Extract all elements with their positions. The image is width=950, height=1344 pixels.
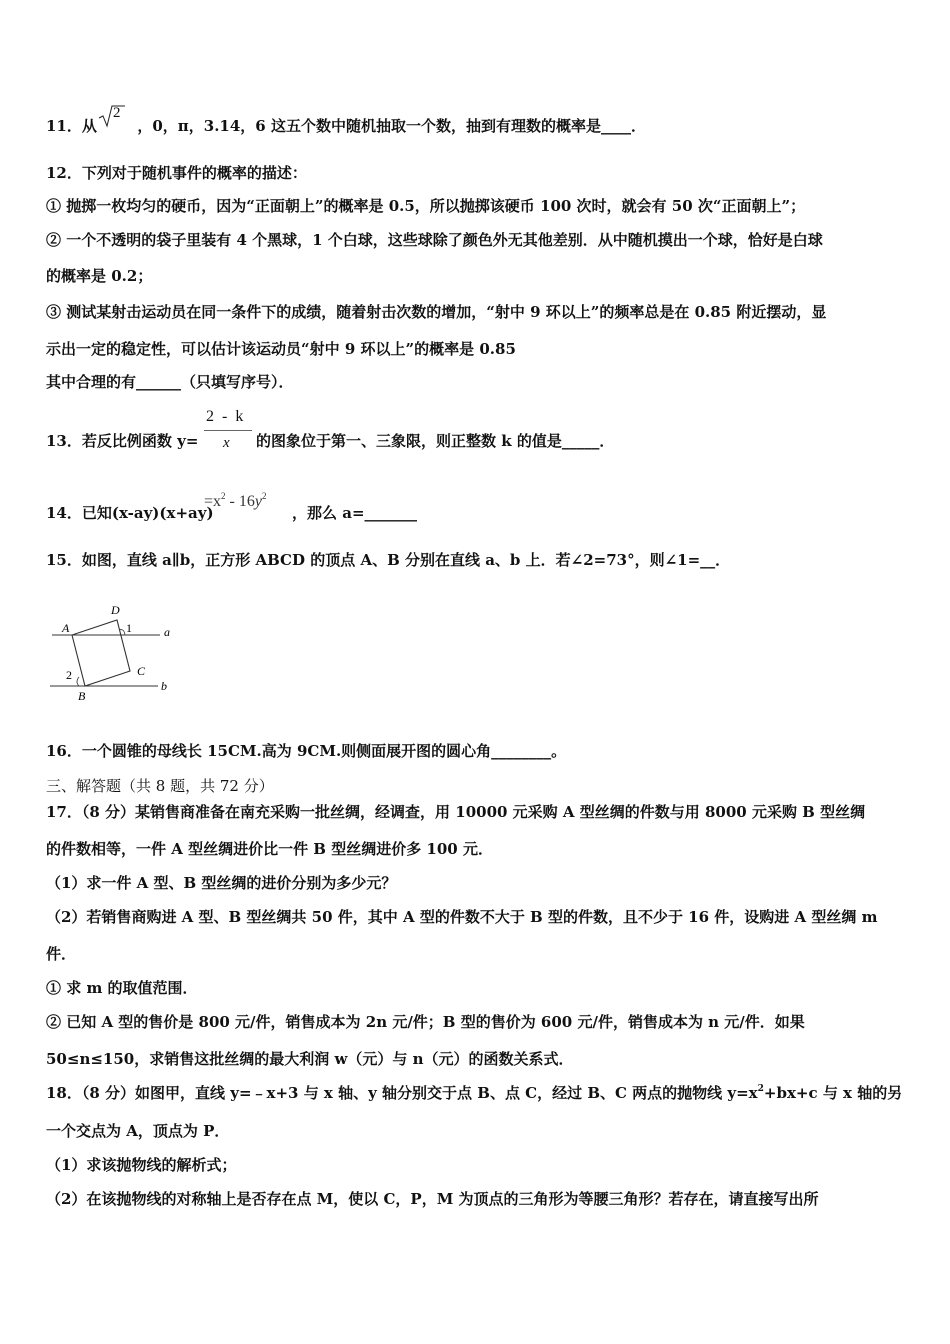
q17-part-2: （2）若销售商购进 A 型、B 型丝绸共 50 件，其中 A 型的件数不大于 B 型的件数，且不少于 16 件，设购进 A 型丝绸 m bbox=[46, 908, 878, 926]
fraction-bar bbox=[204, 430, 252, 431]
q18-part-2: （2）在该抛物线的对称轴上是否存在点 M，使以 C，P，M 为顶点的三角形为等腰三角形？若存在，请直接写出所 bbox=[46, 1190, 819, 1208]
q12-option-2-cont: 的概率是 0.2； bbox=[46, 267, 153, 285]
q17-line-2: 的件数相等，一件 A 型丝绸进价比一件 B 型丝绸进价多 100 元． bbox=[46, 840, 493, 858]
section-header: 三、解答题（共 8 题，共 72 分） bbox=[46, 777, 274, 795]
q12-option-3-cont: 示出一定的稳定性，可以估计该运动员“射中 9 环以上”的概率是 0.85 bbox=[46, 340, 516, 358]
question-15: 15．如图，直线 a∥b，正方形 ABCD 的顶点 A、B 分别在直线 a、b 上．若∠2=73°，则∠1=__． bbox=[46, 551, 731, 569]
q17-part-2-cont: 件． bbox=[46, 945, 77, 963]
q11-suffix: ，0，π，3.14，6 这五个数中随机抽取一个数，抽到有理数的概率是____． bbox=[137, 117, 646, 135]
question-13-prefix: 13．若反比例函数 y= bbox=[46, 432, 199, 450]
label-b: b bbox=[161, 679, 167, 693]
sqrt-symbol bbox=[97, 102, 127, 130]
angle-2-arc bbox=[77, 677, 79, 686]
question-13-suffix: 的图象位于第一、三象限，则正整数 k 的值是_____． bbox=[256, 432, 615, 450]
q18-part-1: （1）求该抛物线的解析式； bbox=[46, 1156, 237, 1174]
label-2: 2 bbox=[66, 668, 72, 682]
q11-prefix: 11．从 bbox=[46, 117, 97, 135]
q12-option-2: ② 一个不透明的袋子里装有 4 个黑球，1 个白球，这些球除了颜色外无其他差别．从中随机摸出一个球，恰好是白球 bbox=[46, 231, 823, 249]
q12-option-1: ① 抛掷一枚均匀的硬币，因为“正面朝上”的概率是 0.5，所以抛掷该硬币 100 次时，就会有 50 次“正面朝上”； bbox=[46, 197, 806, 215]
fraction-numerator: 2 - k bbox=[206, 408, 246, 425]
label-1: 1 bbox=[126, 621, 132, 635]
question-16: 16．一个圆锥的母线长 15CM.高为 9CM.则侧面展开图的圆心角________。 bbox=[46, 742, 567, 760]
label-C: C bbox=[137, 664, 146, 678]
q12-option-3: ③ 测试某射击运动员在同一条件下的成绩，随着射击次数的增加，“射中 9 环以上”的频率总是在 0.85 附近摆动，显 bbox=[46, 303, 827, 321]
q17-sub-2-cont: 50≤n≤150，求销售这批丝绸的最大利润 w（元）与 n（元）的函数关系式． bbox=[46, 1050, 574, 1068]
question-12-title: 12．下列对于随机事件的概率的描述： bbox=[46, 164, 307, 182]
label-A: A bbox=[62, 621, 70, 635]
question-11 bbox=[46, 116, 646, 136]
q14-equation: $=x^2 - 16y^2$ bbox=[204, 491, 267, 510]
sqrt-radicand: 2 bbox=[113, 105, 121, 121]
fraction-denominator: x bbox=[223, 435, 230, 451]
question-14-prefix: 14．已知(x-ay)(x+ay) bbox=[46, 504, 214, 522]
label-D: D bbox=[111, 603, 120, 617]
q17-sub-1: ① 求 m 的取值范围． bbox=[46, 979, 198, 997]
label-a: a bbox=[164, 625, 170, 639]
q18-line-2: 一个交点为 A，顶点为 P． bbox=[46, 1122, 230, 1140]
q17-line-1: 17．（8 分）某销售商准备在南充采购一批丝绸，经调查，用 10000 元采购 A 型丝绸的件数与用 8000 元采购 B 型丝绸 bbox=[46, 803, 866, 821]
label-B: B bbox=[78, 689, 86, 703]
q17-part-1: （1）求一件 A 型、B 型丝绸的进价分别为多少元？ bbox=[46, 874, 397, 892]
q17-sub-2: ② 已知 A 型的售价是 800 元/件，销售成本为 2n 元/件；B 型的售价为 600 元/件，销售成本为 n 元/件．如果 bbox=[46, 1013, 805, 1031]
q18-line-1: 18．（8 分）如图甲，直线 y=﹣x+3 与 x 轴、y 轴分别交于点 B、点 C，经过 B、C 两点的抛物线 $y=x^2+bx+c$ 与 x 轴的另 bbox=[46, 1084, 903, 1102]
geometry-figure bbox=[46, 598, 186, 710]
question-14-suffix: ，那么 a=_______ bbox=[292, 504, 418, 522]
q12-answer-line: 其中合理的有______（只填写序号）． bbox=[46, 373, 294, 391]
